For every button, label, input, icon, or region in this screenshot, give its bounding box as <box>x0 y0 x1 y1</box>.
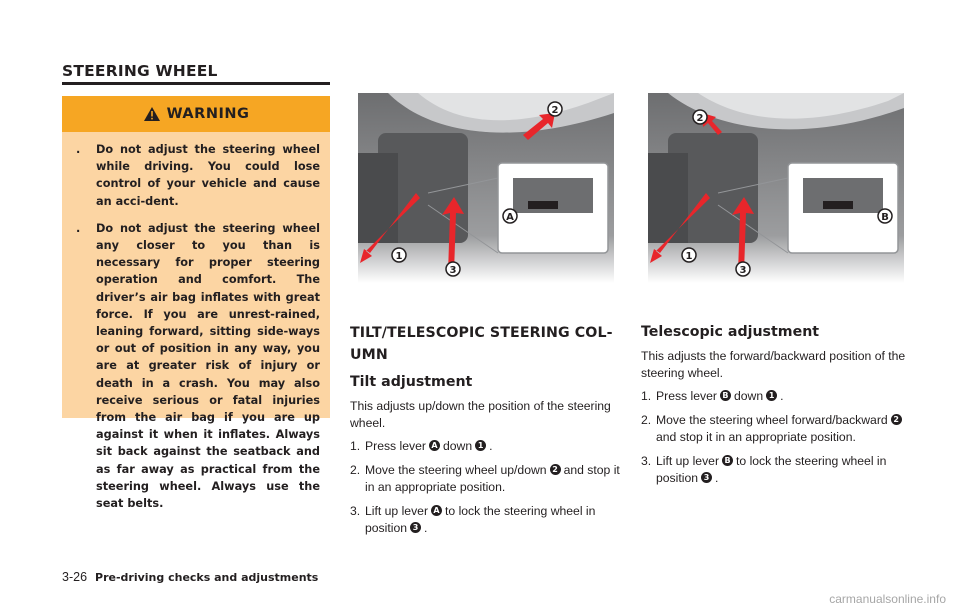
step-text: and stop it in an appropriate position. <box>365 462 620 494</box>
step-item <box>641 453 913 488</box>
step-text: Lift up lever <box>365 503 429 518</box>
telescopic-subtitle: Telescopic adjustment <box>641 324 820 340</box>
watermark-text: carmanualsonline.info <box>829 592 946 606</box>
step-text: . <box>780 389 784 403</box>
lever-badge: A <box>431 505 442 516</box>
tilt-steps <box>350 438 622 538</box>
step-text: Move the steering wheel forward/backward <box>656 412 888 427</box>
step-badge: 2 <box>550 464 561 475</box>
step-badge: 2 <box>891 414 902 425</box>
page-footer <box>62 570 318 584</box>
section-title: TILT/TELESCOPIC STEERING COL-UMN <box>350 325 613 363</box>
step-item <box>641 388 913 406</box>
step-number: 2. <box>350 462 361 477</box>
chapter-title: Pre-driving checks and adjustments <box>95 571 319 584</box>
callout-2: 2 <box>551 105 559 116</box>
step-text: . <box>489 439 493 453</box>
step-number: 3. <box>350 503 361 518</box>
warning-item <box>76 220 320 512</box>
step-text: Move the steering wheel up/down <box>365 462 547 477</box>
telescopic-illustration-drawing <box>648 93 904 283</box>
telescopic-section <box>641 322 913 494</box>
warning-title: WARNING <box>166 106 250 122</box>
page-title: STEERING WHEEL <box>62 62 218 80</box>
telescopic-steps <box>641 388 913 488</box>
section-header <box>62 62 330 80</box>
warning-bullet: . <box>76 143 81 156</box>
step-text: to lock the steering wheel in position <box>656 453 887 485</box>
step-text: Press lever <box>656 389 717 403</box>
tilt-section <box>350 322 622 544</box>
step-item <box>350 462 622 497</box>
tilt-illustration-drawing <box>358 93 614 283</box>
warning-triangle-icon <box>143 106 161 122</box>
step-badge: 3 <box>410 522 421 533</box>
callout-3: 3 <box>739 265 747 276</box>
warning-box <box>62 96 330 511</box>
step-text: Press lever <box>365 439 426 453</box>
step-item <box>350 503 622 538</box>
step-badge: 3 <box>701 472 712 483</box>
step-text: down <box>442 439 473 453</box>
step-number: 1. <box>641 389 652 403</box>
tilt-intro: This adjusts up/down the position of the steering wheel. <box>350 399 611 430</box>
warning-header <box>62 96 330 132</box>
lever-badge: B <box>722 455 733 466</box>
warning-bullet: . <box>76 221 81 235</box>
tilt-illustration <box>358 93 614 283</box>
telescopic-illustration <box>648 93 904 283</box>
lever-badge: B <box>720 390 731 401</box>
step-text: to lock the steering wheel in position <box>365 503 596 535</box>
step-item <box>350 438 622 456</box>
telescopic-intro: This adjusts the forward/backward position of the steering wheel. <box>641 349 906 380</box>
step-number: 1. <box>350 439 361 453</box>
header-rule <box>62 82 330 85</box>
warning-item <box>76 141 320 210</box>
tilt-subtitle: Tilt adjustment <box>350 374 473 390</box>
page-number: 3-26 <box>62 570 88 584</box>
warning-text: Do not adjust the steering wheel while driving. You could lose control of your vehicle and cause an acci-dent. <box>96 143 320 208</box>
step-text: . <box>424 521 428 535</box>
step-number: 2. <box>641 412 652 427</box>
step-text: down <box>733 389 764 403</box>
callout-1: 1 <box>685 251 693 262</box>
callout-b: B <box>881 212 889 223</box>
step-text: Lift up lever <box>656 453 720 468</box>
warning-list <box>62 132 330 512</box>
lever-badge: A <box>429 440 440 451</box>
step-text: and stop it in an appropriate position. <box>656 430 856 444</box>
step-item <box>641 412 913 447</box>
callout-a: A <box>506 212 514 223</box>
step-badge: 1 <box>766 390 777 401</box>
warning-text: Do not adjust the steering wheel any closer to you than is necessary for proper steering operation and comfort. The driver’s air bag inflates with great force. If you are unrest-rained, leaning forward, sitting side-ways or out of position in any way, you are at greater risk of injury or death in a crash. You may also receive serious or fatal injuries from the air bag if you are up against it when it inflates. Always sit back against the seatback and as far away as practical from the steering wheel. Always use the seat belts. <box>96 221 320 511</box>
step-number: 3. <box>641 453 652 468</box>
callout-2: 2 <box>696 113 704 124</box>
callout-1: 1 <box>395 251 403 262</box>
callout-3: 3 <box>449 265 457 276</box>
step-badge: 1 <box>475 440 486 451</box>
step-text: . <box>715 471 719 485</box>
